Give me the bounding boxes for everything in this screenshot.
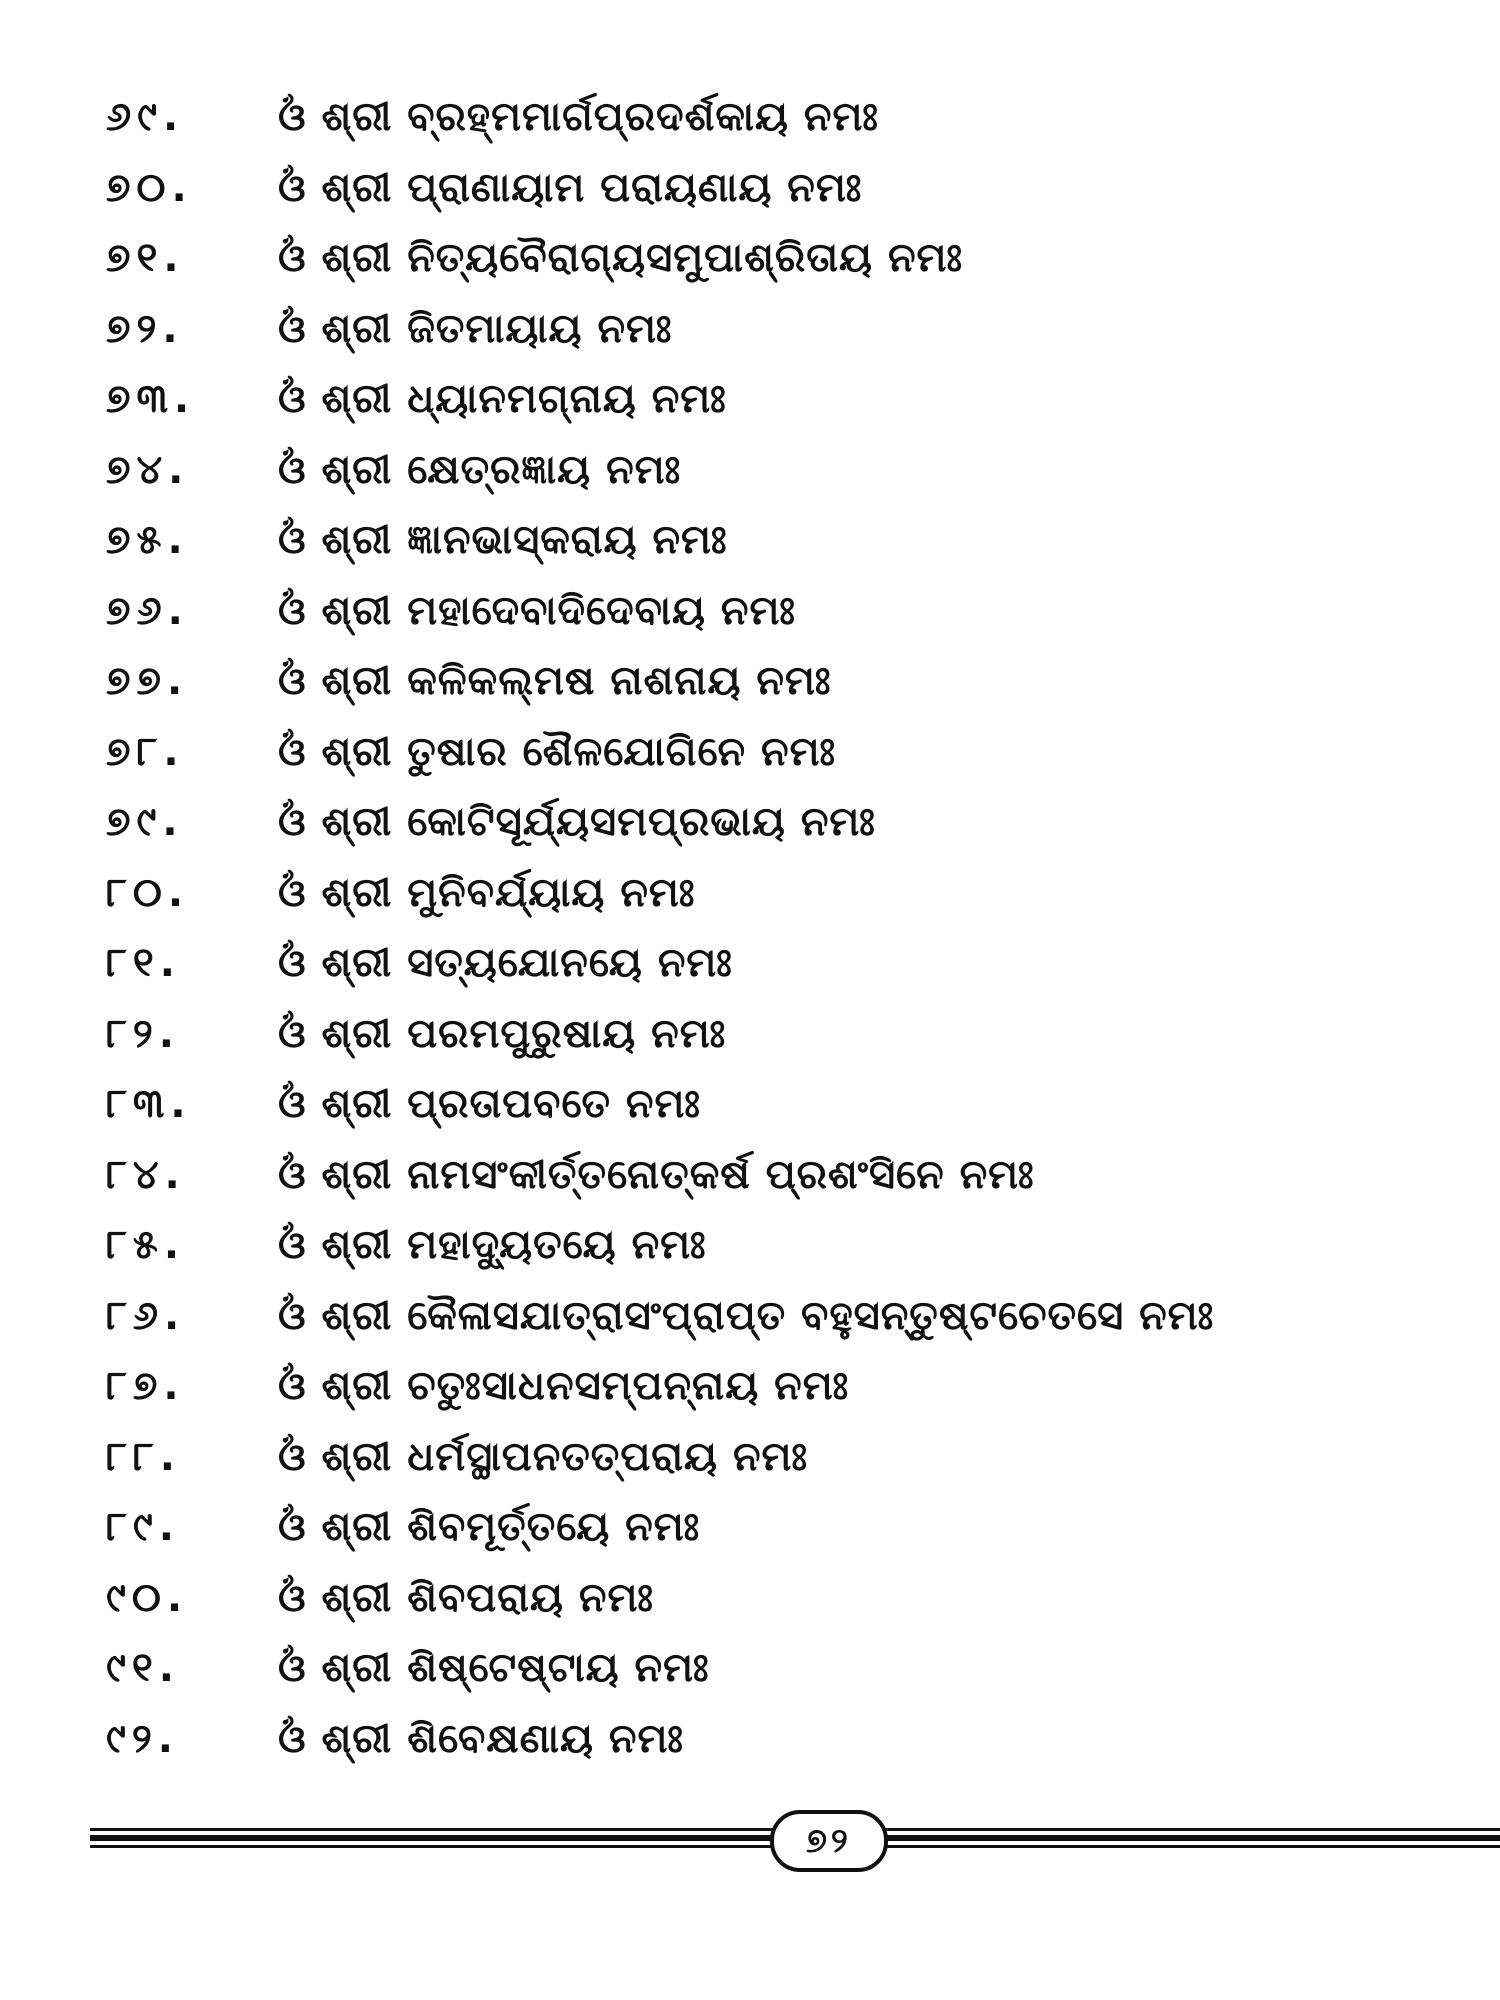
mantra-number: ୭୩. [106, 376, 196, 422]
mantra-number: ୭୬. [106, 587, 189, 634]
mantra-text: ଓଁ ଶ୍ରୀ କୈଳାସଯାତ୍ରାସଂପ୍ରାପ୍ତ ବହୁସନ୍ତୁଷ୍ଟଚେତସେ ନମଃ [278, 1292, 1215, 1339]
mantra-number: ୭୧. [106, 235, 185, 281]
mantra-row [90, 294, 1420, 365]
mantra-number: ୭୨. [106, 305, 184, 352]
mantra-row [90, 1140, 1420, 1211]
mantra-number: ୭୮. [106, 728, 185, 775]
mantra-number: ୭୭. [106, 658, 189, 704]
mantra-text: ଓଁ ଶ୍ରୀ ନିତ୍ୟବୈରାଗ୍ୟସମୁପାଶ୍ରିତାୟ ନମଃ [278, 235, 964, 281]
mantra-number: ୮୦. [106, 869, 190, 916]
mantra-number: ୮୪. [106, 1151, 186, 1198]
mantra-text: ଓଁ ଶ୍ରୀ ନାମସଂକୀର୍ତ୍ତନୋତ୍କର୍ଷ ପ୍ରଶଂସିନେ ନମଃ [278, 1151, 1035, 1198]
mantra-number: ୭୯. [106, 799, 184, 845]
mantra-number: ୯୦. [106, 1574, 189, 1621]
mantra-row [90, 999, 1420, 1070]
mantra-text: ଓଁ ଶ୍ରୀ ସତ୍ୟଯୋନୟେ ନମଃ [278, 940, 733, 986]
mantra-row [90, 928, 1420, 999]
mantra-row [90, 153, 1420, 224]
mantra-row [90, 223, 1420, 294]
mantra-row [90, 1351, 1420, 1422]
mantra-row [90, 787, 1420, 858]
mantra-row [90, 1563, 1420, 1634]
mantra-number: ୮୭. [106, 1363, 185, 1409]
mantra-text: ଓଁ ଶ୍ରୀ ଶିବପରାୟ ନମଃ [278, 1574, 654, 1621]
mantra-text: ଓଁ ଶ୍ରୀ ପ୍ରାଣାୟାମ ପରାୟଣାୟ ନମଃ [278, 164, 863, 211]
mantra-text: ଓଁ ଶ୍ରୀ କୋଟିସୂର୍ଯ୍ୟସମପ୍ରଭାୟ ନମଃ [278, 799, 876, 845]
mantra-number: ୬୯. [106, 94, 185, 140]
mantra-text: ଓଁ ଶ୍ରୀ ଜ୍ଞାନଭାସ୍କରାୟ ନମଃ [278, 517, 728, 563]
page-number-badge: ୭୨ [770, 1810, 888, 1872]
mantra-text: ଓଁ ଶ୍ରୀ ଧର୍ମସ୍ଥାପନତତ୍ପରାୟ ନମଃ [278, 1433, 809, 1480]
mantra-number: ୭୦. [106, 164, 193, 211]
mantra-row [90, 1069, 1420, 1140]
mantra-number: ୮୯. [106, 1504, 180, 1550]
mantra-number: ୭୫. [106, 517, 189, 563]
mantra-row [90, 576, 1420, 647]
mantra-text: ଓଁ ଶ୍ରୀ ଶିବେକ୍ଷଣାୟ ନମଃ [278, 1715, 684, 1762]
mantra-row [90, 1281, 1420, 1352]
mantra-number: ୮୩. [106, 1081, 192, 1127]
mantra-row [90, 1210, 1420, 1281]
mantra-text: ଓଁ ଶ୍ରୀ ଚତୁଃସାଧନସମ୍ପନ୍ନାୟ ନମଃ [278, 1363, 850, 1409]
mantra-row [90, 858, 1420, 929]
mantra-row [90, 1704, 1420, 1775]
mantra-number: ୮୫. [106, 1222, 186, 1268]
mantra-text: ଓଁ ଶ୍ରୀ ଶିବମୂର୍ତ୍ତୟେ ନମଃ [278, 1504, 701, 1550]
mantra-number: ୮୮. [106, 1433, 181, 1480]
mantra-text: ଓଁ ଶ୍ରୀ ଜିତମାୟାୟ ନମଃ [278, 305, 673, 352]
mantra-text: ଓଁ ଶ୍ରୀ କଳିକଲ୍ମଷ ନାଶନାୟ ନମଃ [278, 658, 832, 704]
mantra-number: ୯୨. [106, 1715, 179, 1762]
mantra-row [90, 364, 1420, 435]
mantra-text: ଓଁ ଶ୍ରୀ ଧ୍ୟାନମଗ୍ନାୟ ନମଃ [278, 376, 727, 422]
mantra-number: ୮୧. [106, 940, 181, 986]
mantra-row [90, 1633, 1420, 1704]
mantra-number: ୯୧. [106, 1645, 180, 1691]
mantra-text: ଓଁ ଶ୍ରୀ ପ୍ରତାପବତେ ନମଃ [278, 1081, 701, 1127]
mantra-row [90, 646, 1420, 717]
mantra-number: ୭୪. [106, 446, 190, 493]
mantra-row [90, 505, 1420, 576]
mantra-row [90, 435, 1420, 506]
mantra-list [90, 82, 1420, 1774]
mantra-row [90, 1492, 1420, 1563]
page-footer [90, 1810, 1500, 1874]
mantra-row [90, 1422, 1420, 1493]
mantra-text: ଓଁ ଶ୍ରୀ ତୁଷାର ଶୈଳଯୋଗିନେ ନମଃ [278, 728, 837, 775]
mantra-row [90, 717, 1420, 788]
mantra-number: ୮୨. [106, 1010, 180, 1057]
mantra-text: ଓଁ ଶ୍ରୀ ଶିଷ୍ଟେଷ୍ଟାୟ ନମଃ [278, 1645, 710, 1691]
mantra-text: ଓଁ ଶ୍ରୀ ମହାଦେବାଦିଦେବାୟ ନମଃ [278, 587, 796, 634]
mantra-row [90, 82, 1420, 153]
mantra-number: ୮୬. [106, 1292, 186, 1339]
mantra-text: ଓଁ ଶ୍ରୀ ମୁନିବର୍ଯ୍ୟାୟ ନମଃ [278, 869, 696, 916]
mantra-text: ଓଁ ଶ୍ରୀ କ୍ଷେତ୍ରଜ୍ଞାୟ ନମଃ [278, 446, 682, 493]
mantra-text: ଓଁ ଶ୍ରୀ ମହାଦ୍ୟୁତୟେ ନମଃ [278, 1222, 707, 1268]
mantra-text: ଓଁ ଶ୍ରୀ ବ୍ରହ୍ମମାର୍ଗପ୍ରଦର୍ଶକାୟ ନମଃ [278, 94, 879, 140]
mantra-text: ଓଁ ଶ୍ରୀ ପରମପୁରୁଷାୟ ନମଃ [278, 1010, 727, 1057]
